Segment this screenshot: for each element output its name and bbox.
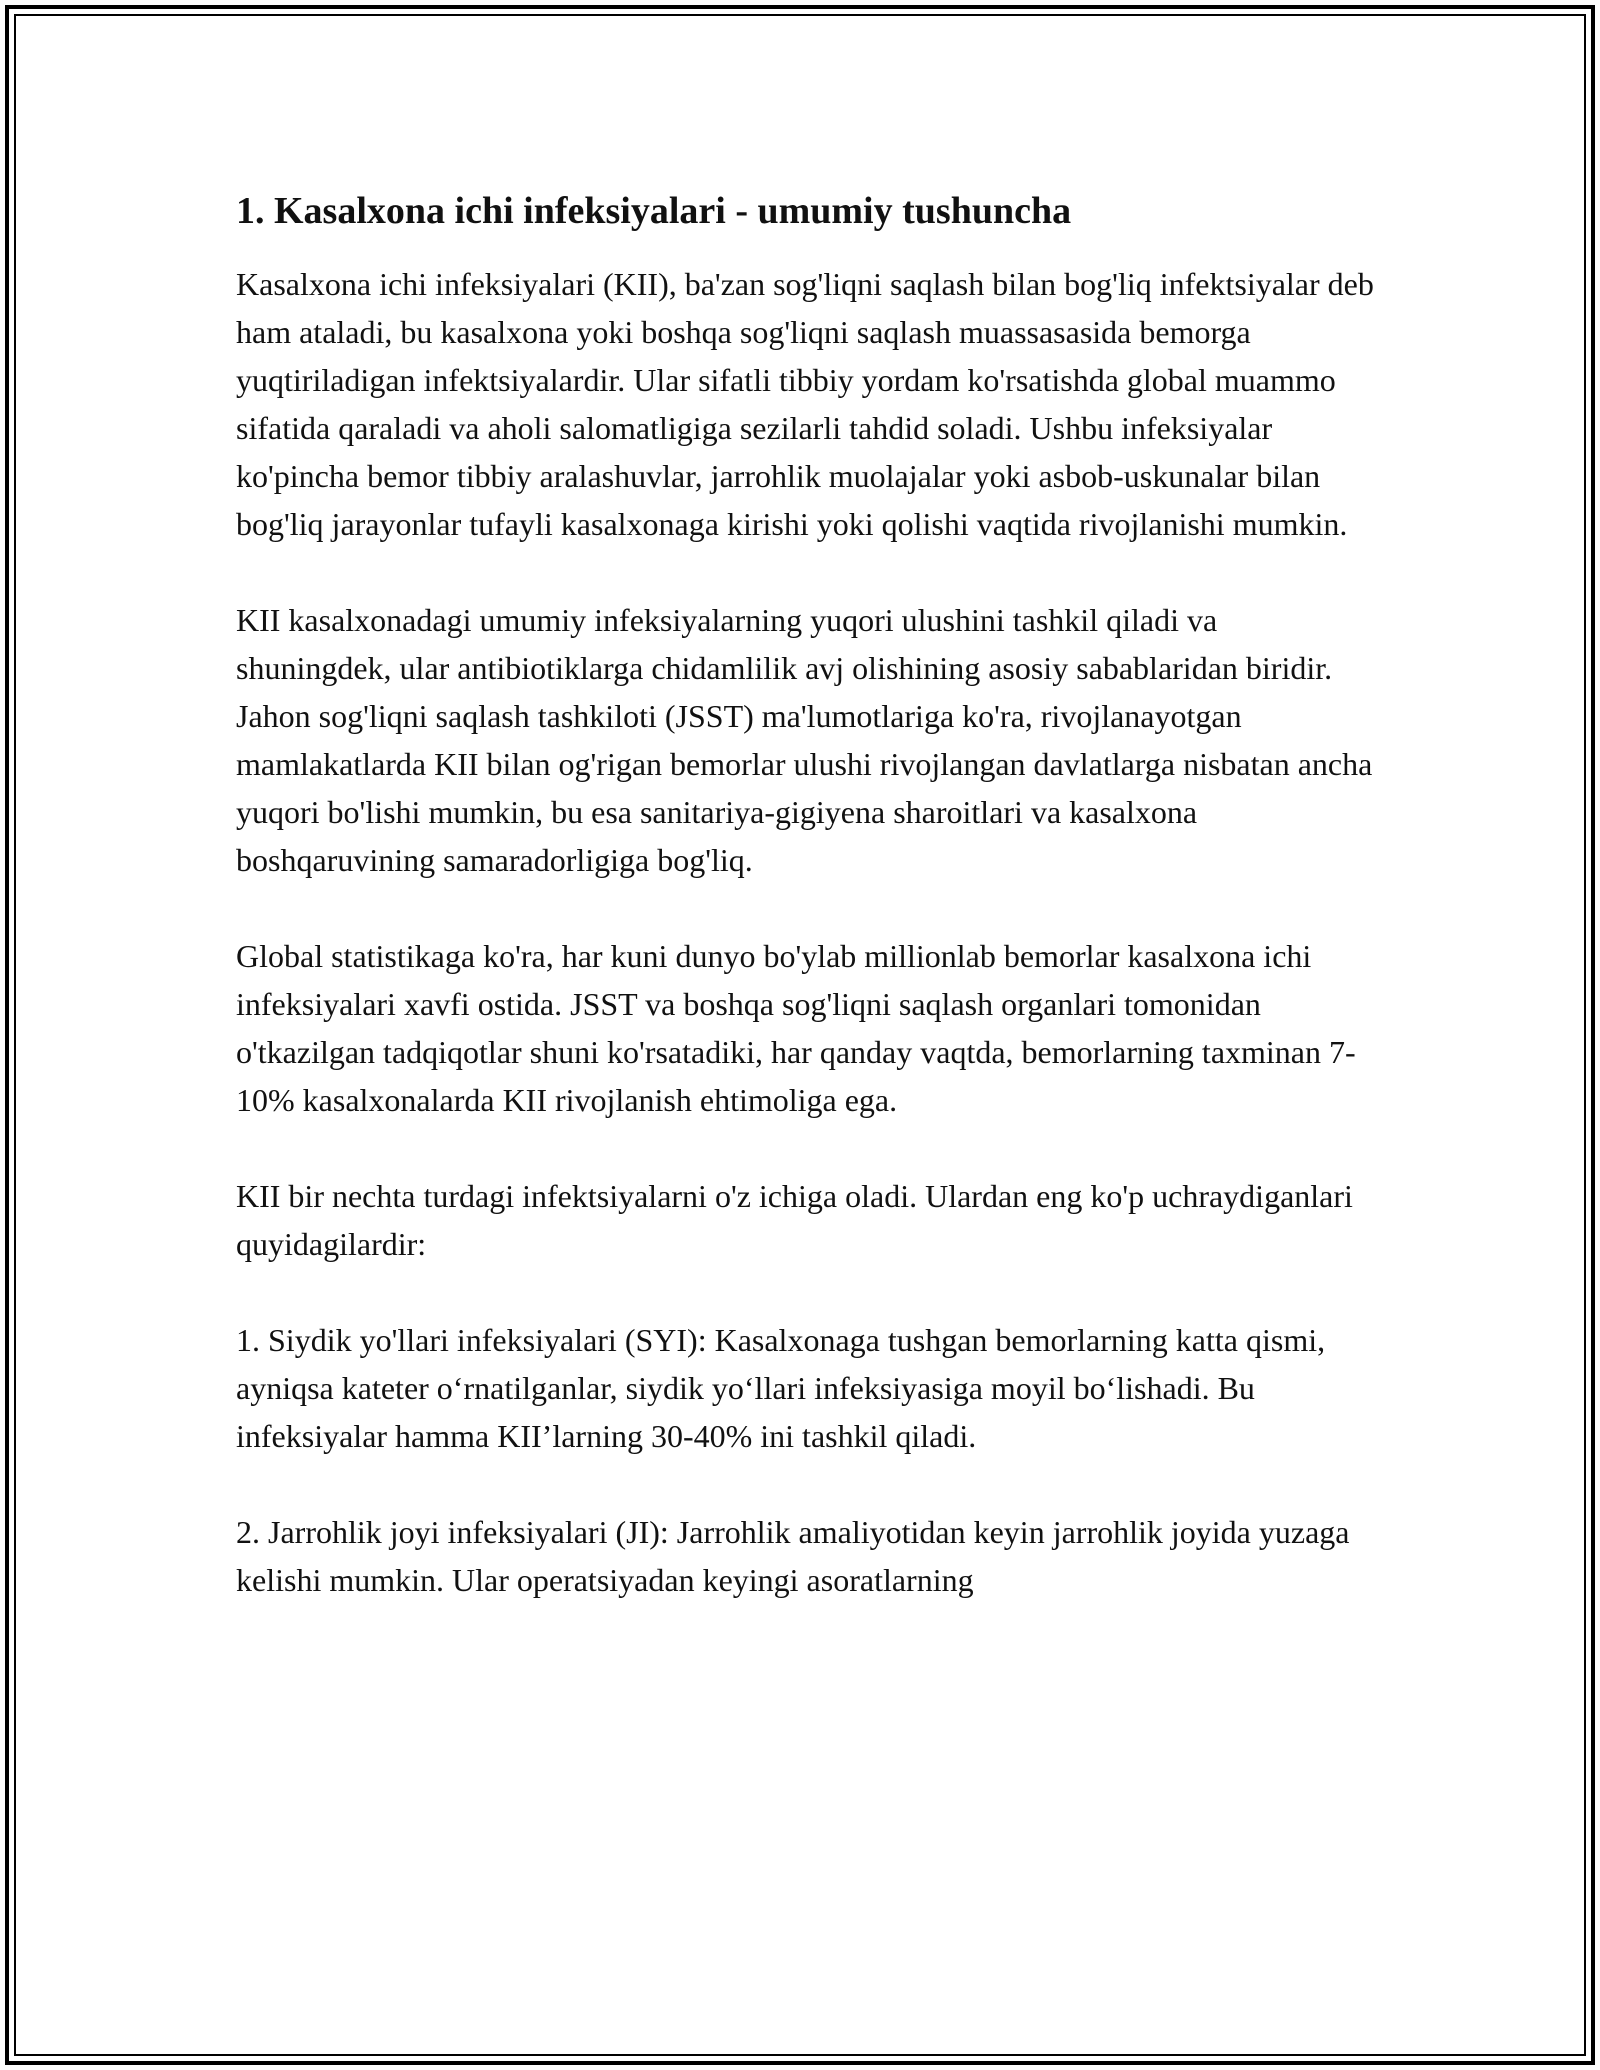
paragraph-intro: Kasalxona ichi infeksiyalari (KII), ba'zan sog'liqni saqlash bilan bog'liq infektsiyalar deb ham ataladi, bu kasalxona yoki boshqa sog'liqni saqlash muassasasida bemorga yuqtiriladigan infektsiyalardir. Ular sifatli tibbiy yordam ko'rsatishda global muammo sifatida qaraladi va aholi salomatligiga sezilarli tahdid soladi. Ushbu infeksiyalar ko'pincha bemor tibbiy aralashuvlar, jarrohlik muolajalar yoki asbob-uskunalar bilan bog'liq jarayonlar tufayli kasalxonaga kirishi yoki qolishi vaqtida rivojlanishi mumkin. <box>236 266 1374 542</box>
list-item-urinary: 1. Siydik yo'llari infeksiyalari (SYI): Kasalxonaga tushgan bemorlarning katta qismi, ayniqsa kateter o‘rnatilganlar, siydik yo‘llari infeksiyasiga moyil bo‘lishadi. Bu infeksiyalar hamma KII’larning 30-40% ini tashkil qiladi. <box>236 1322 1326 1454</box>
section-heading: 1. Kasalxona ichi infeksiyalari - umumiy tushuncha <box>236 190 1072 232</box>
list-item-surgical: 2. Jarrohlik joyi infeksiyalari (JI): Jarrohlik amaliyotidan keyin jarrohlik joyida yuzaga kelishi mumkin. Ular operatsiyadan keyingi asoratlarning <box>236 1514 1350 1598</box>
document-body <box>236 186 1376 1652</box>
paragraph-share: KII kasalxonadagi umumiy infeksiyalarning yuqori ulushini tashkil qiladi va shuningdek, ular antibiotiklarga chidamlilik avj olishining asosiy sabablaridan biridir. Jahon sog'liqni saqlash tashkiloti (JSST) ma'lumotlariga ko'ra, rivojlanayotgan mamlakatlarda KII bilan og'rigan bemorlar ulushi rivojlangan davlatlarga nisbatan ancha yuqori bo'lishi mumkin, bu esa sanitariya-gigiyena sharoitlari va kasalxona boshqaruvining samaradorligiga bog'liq. <box>236 602 1373 878</box>
paragraph-types-intro: KII bir nechta turdagi infektsiyalarni o'z ichiga oladi. Ulardan eng ko'p uchraydiganlari quyidagilardir: <box>236 1178 1353 1262</box>
paragraph-statistics: Global statistikaga ko'ra, har kuni dunyo bo'ylab millionlab bemorlar kasalxona ichi infeksiyalari xavfi ostida. JSST va boshqa sog'liqni saqlash organlari tomonidan o'tkazilgan tadqiqotlar shuni ko'rsatadiki, har qanday vaqtda, bemorlarning taxminan 7-10% kasalxonalarda KII rivojlanish ehtimoliga ega. <box>236 938 1356 1118</box>
